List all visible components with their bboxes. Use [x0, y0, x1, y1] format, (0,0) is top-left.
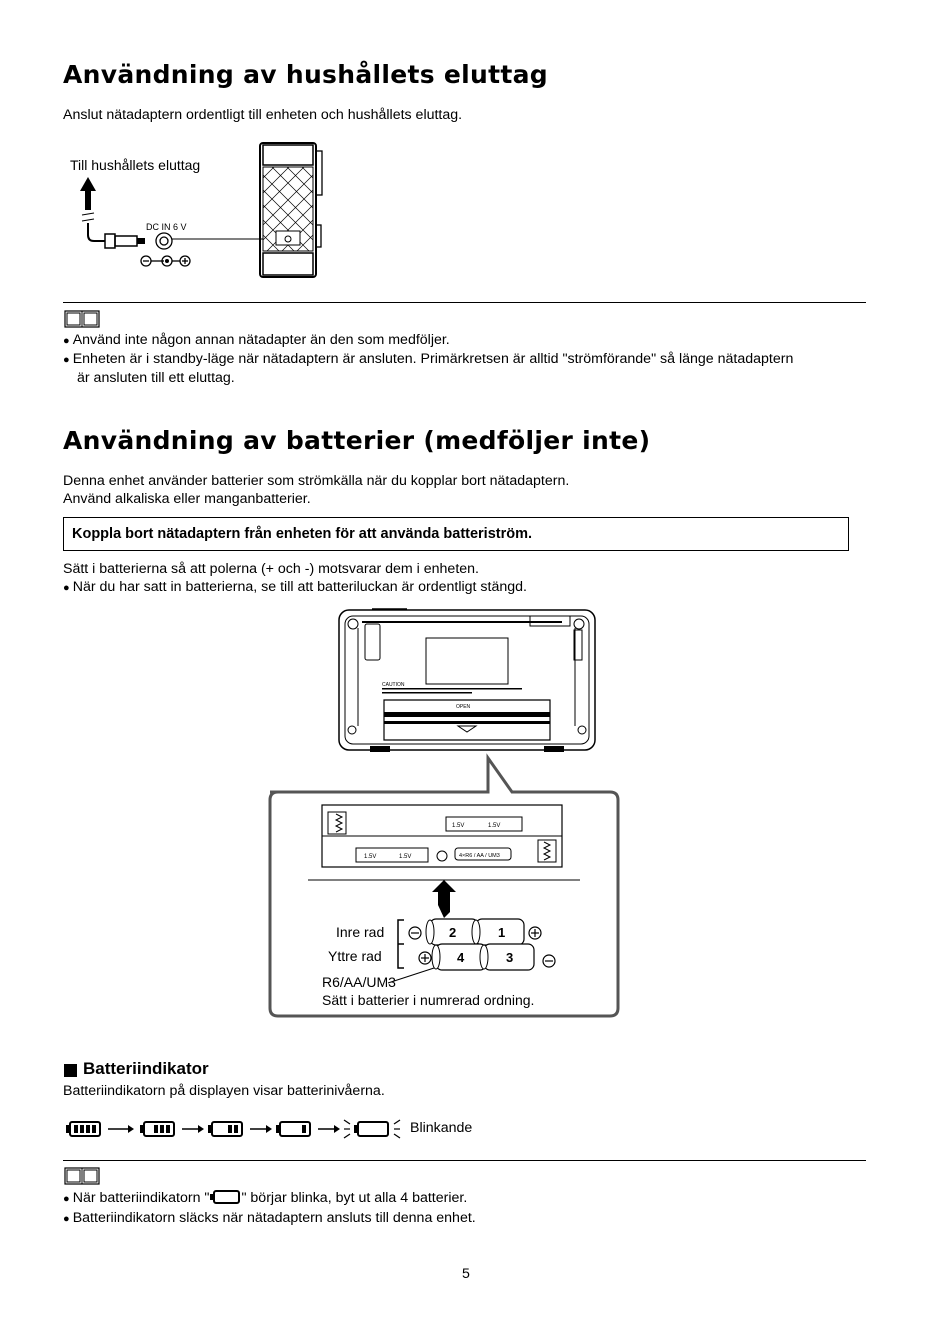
arrow-right-icon: [182, 1125, 204, 1133]
battery-full-icon: [66, 1122, 100, 1136]
blinking-label: Blinkande: [410, 1120, 473, 1136]
battery-indicator-heading: Batteriindikator: [83, 1059, 209, 1078]
battery-type-small: 4×R6 / AA / UM3: [459, 853, 500, 859]
battery-diagram: [262, 600, 626, 1022]
square-bullet-icon: [64, 1064, 77, 1077]
arrow-right-icon: [250, 1125, 272, 1133]
battery-empty-icon: [209, 1190, 241, 1204]
battery-three-icon: [140, 1122, 174, 1136]
batteries-instruction-bullet: [63, 578, 527, 598]
battery-one-icon: [276, 1122, 310, 1136]
radio-side-view: [260, 143, 322, 277]
page-number: 5: [462, 1266, 470, 1282]
battery-number-2: 2: [449, 925, 457, 940]
mains-note-2: [63, 350, 793, 370]
section-heading-mains: Användning av hushållets eluttag: [63, 60, 549, 89]
battery-3: [480, 944, 534, 970]
indicator-note-2-text: Batteriindikatorn släcks när nätadaptern ansluts till denna enhet.: [72, 1210, 476, 1226]
batteries-instruction: Sätt i batterierna så att polerna (+ och -) motsvarar dem i enheten.: [63, 561, 479, 577]
arrow-right-icon: [108, 1125, 134, 1133]
polarity-icon: [141, 256, 190, 266]
warning-box: Koppla bort nätadaptern från enheten för att använda batteriström.: [63, 517, 849, 551]
outlet-label: Till hushållets eluttag: [70, 157, 201, 173]
indicator-note-1-start: När batteriindikatorn ": [72, 1190, 210, 1206]
batteries-instruction-bullet-text: När du har satt in batterierna, se till att batteriluckan är ordentligt stängd.: [72, 579, 527, 595]
batteries-intro-1: Denna enhet använder batterier som strömkälla när du kopplar bort nätadaptern.: [63, 473, 570, 489]
dc-in-label: DC IN 6 V: [146, 222, 187, 232]
indicator-note-1: [63, 1189, 467, 1209]
mains-note-2-cont: är ansluten till ett eluttag.: [77, 370, 235, 386]
battery-type-label: R6/AA/UM3: [322, 974, 396, 990]
batteries-intro-2: Använd alkaliska eller manganbatterier.: [63, 491, 311, 507]
arrow-right-icon: [318, 1125, 340, 1133]
book-icon: [64, 1167, 100, 1185]
battery-1: [472, 919, 524, 945]
battery-number-1: 1: [498, 925, 506, 940]
section-heading-batteries: Användning av batterier (medföljer inte): [63, 426, 651, 455]
mains-intro: Anslut nätadaptern ordentligt till enheten och hushållets eluttag.: [63, 107, 463, 123]
battery-number-4: 4: [457, 950, 465, 965]
battery-empty-blinking-icon: [344, 1120, 400, 1138]
battery-two-icon: [208, 1122, 242, 1136]
battery-indicator-intro: Batteriindikatorn på displayen visar batterinivåerna.: [63, 1083, 385, 1099]
battery-2: [426, 919, 478, 945]
battery-number-3: 3: [506, 950, 514, 965]
radio-back-view: [339, 609, 595, 752]
open-label: OPEN: [456, 704, 471, 710]
battery-mark-1: 1.5V: [452, 823, 465, 829]
battery-order-note: Sätt i batterier i numrerad ordning.: [322, 992, 535, 1008]
ac-adapter-diagram: [60, 135, 340, 285]
caution-title: CAUTION: [382, 682, 405, 688]
battery-mark-4: 1.5V: [399, 854, 412, 860]
outer-row-label: Yttre rad: [328, 948, 382, 964]
indicator-note-1-end: " börjar blinka, byt ut alla 4 batterier.: [241, 1190, 468, 1206]
mains-note-1-text: Använd inte någon annan nätadapter än den som medföljer.: [72, 332, 450, 348]
mains-note-2-text: Enheten är i standby-läge när nätadaptern är ansluten. Primärkretsen är alltid "strömförande" så länge nätadaptern: [72, 351, 794, 367]
battery-mark-2: 1.5V: [488, 823, 501, 829]
inner-row-label: Inre rad: [336, 924, 385, 940]
arrow-up-icon: [80, 177, 96, 210]
battery-4: [432, 944, 486, 970]
battery-mark-3: 1.5V: [364, 854, 377, 860]
book-icon: [64, 310, 100, 328]
indicator-note-2: [63, 1209, 476, 1229]
mains-note-1: [63, 331, 450, 351]
